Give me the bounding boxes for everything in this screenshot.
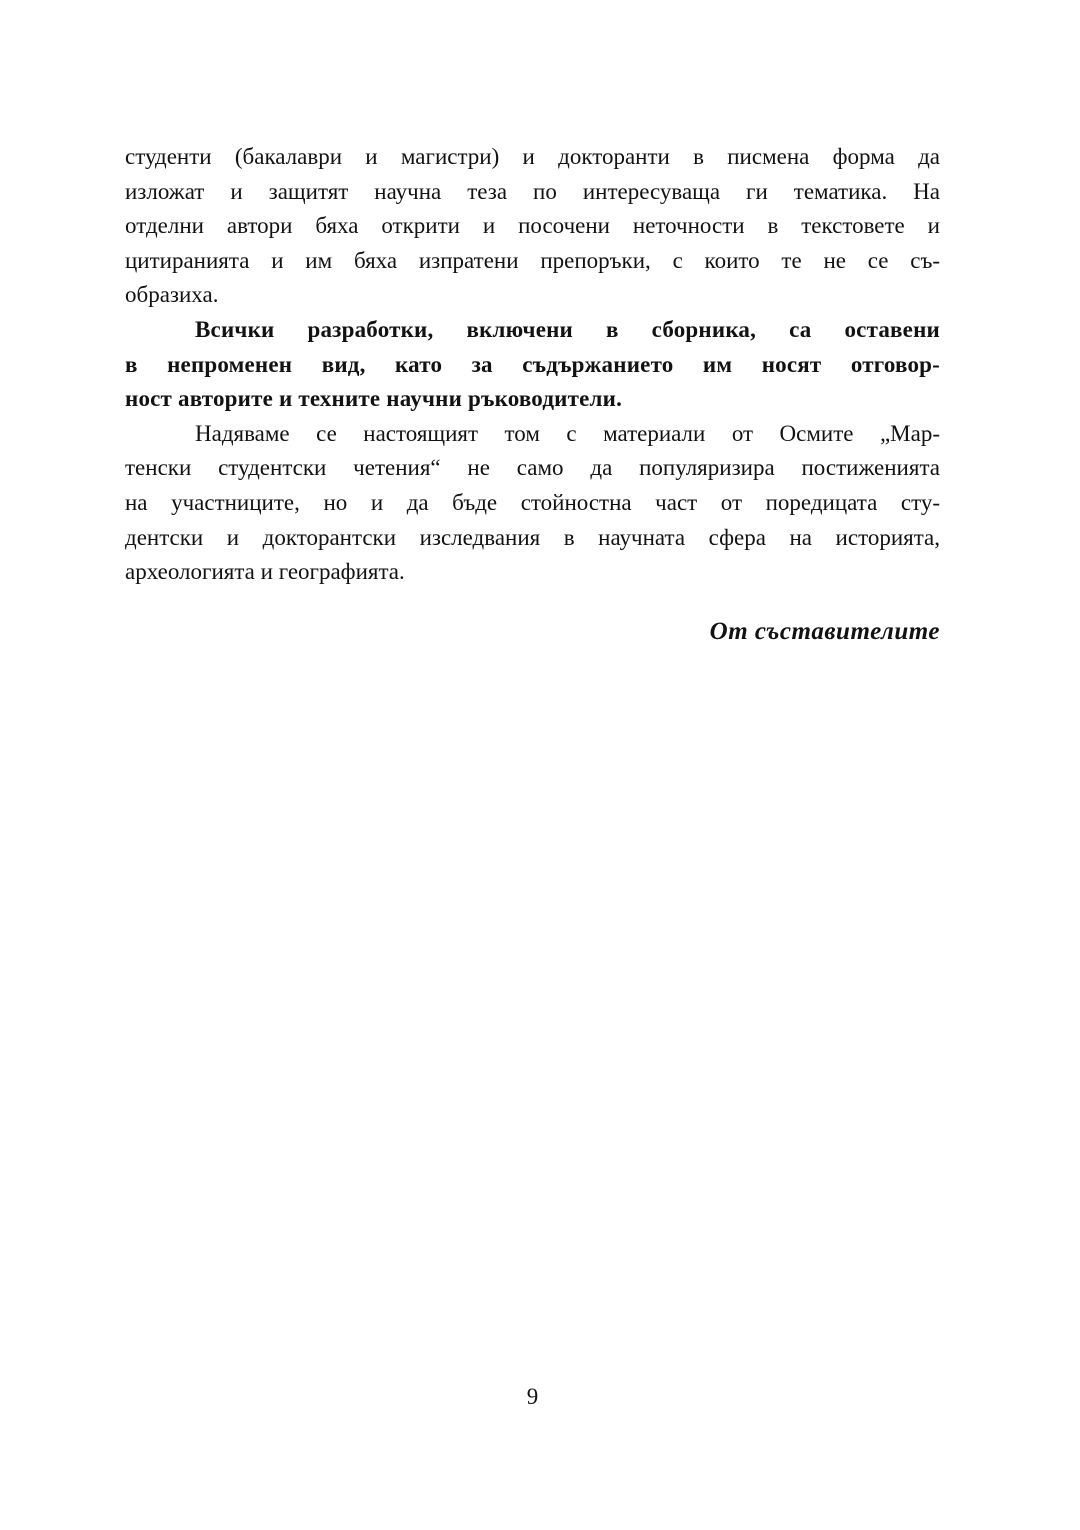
paragraph-3 xyxy=(125,417,940,590)
text-line: тенски студентски четения“ не само да популяризира постиженията xyxy=(125,455,940,481)
text-line: студенти (бакалаври и магистри) и докторанти в писмена форма да xyxy=(125,144,940,169)
paragraph-2-bold xyxy=(125,313,940,417)
text-line: ност авторите и техните научни ръководители. xyxy=(125,386,623,412)
text-line: дентски и докторантски изследвания в научната сфера на историята, xyxy=(125,524,940,550)
editors-signature: От съставителите xyxy=(709,618,940,645)
text-line: изложат и защитят научна теза по интересуваща ги тематика. На xyxy=(125,178,940,204)
text-block xyxy=(125,140,940,590)
paragraph-1 xyxy=(125,140,940,313)
page-number: 9 xyxy=(526,1384,539,1409)
text-line: археологията и географията. xyxy=(125,559,405,585)
text-line: Всички разработки, включени в сборника, са оставени xyxy=(195,316,940,342)
text-line: образиха. xyxy=(125,282,219,308)
text-line: Надяваме се настоящият том с материали от Осмите „Мар- xyxy=(195,420,940,446)
text-line: цитиранията и им бяха изпратени препоръки, с които те не се съ- xyxy=(125,247,940,273)
text-line: в непроменен вид, като за съдържанието им носят отговор- xyxy=(125,351,940,377)
text-line: отделни автори бяха открити и посочени неточности в текстовете и xyxy=(125,213,940,239)
text-line: на участниците, но и да бъде стойностна част от поредицата сту- xyxy=(125,489,940,515)
